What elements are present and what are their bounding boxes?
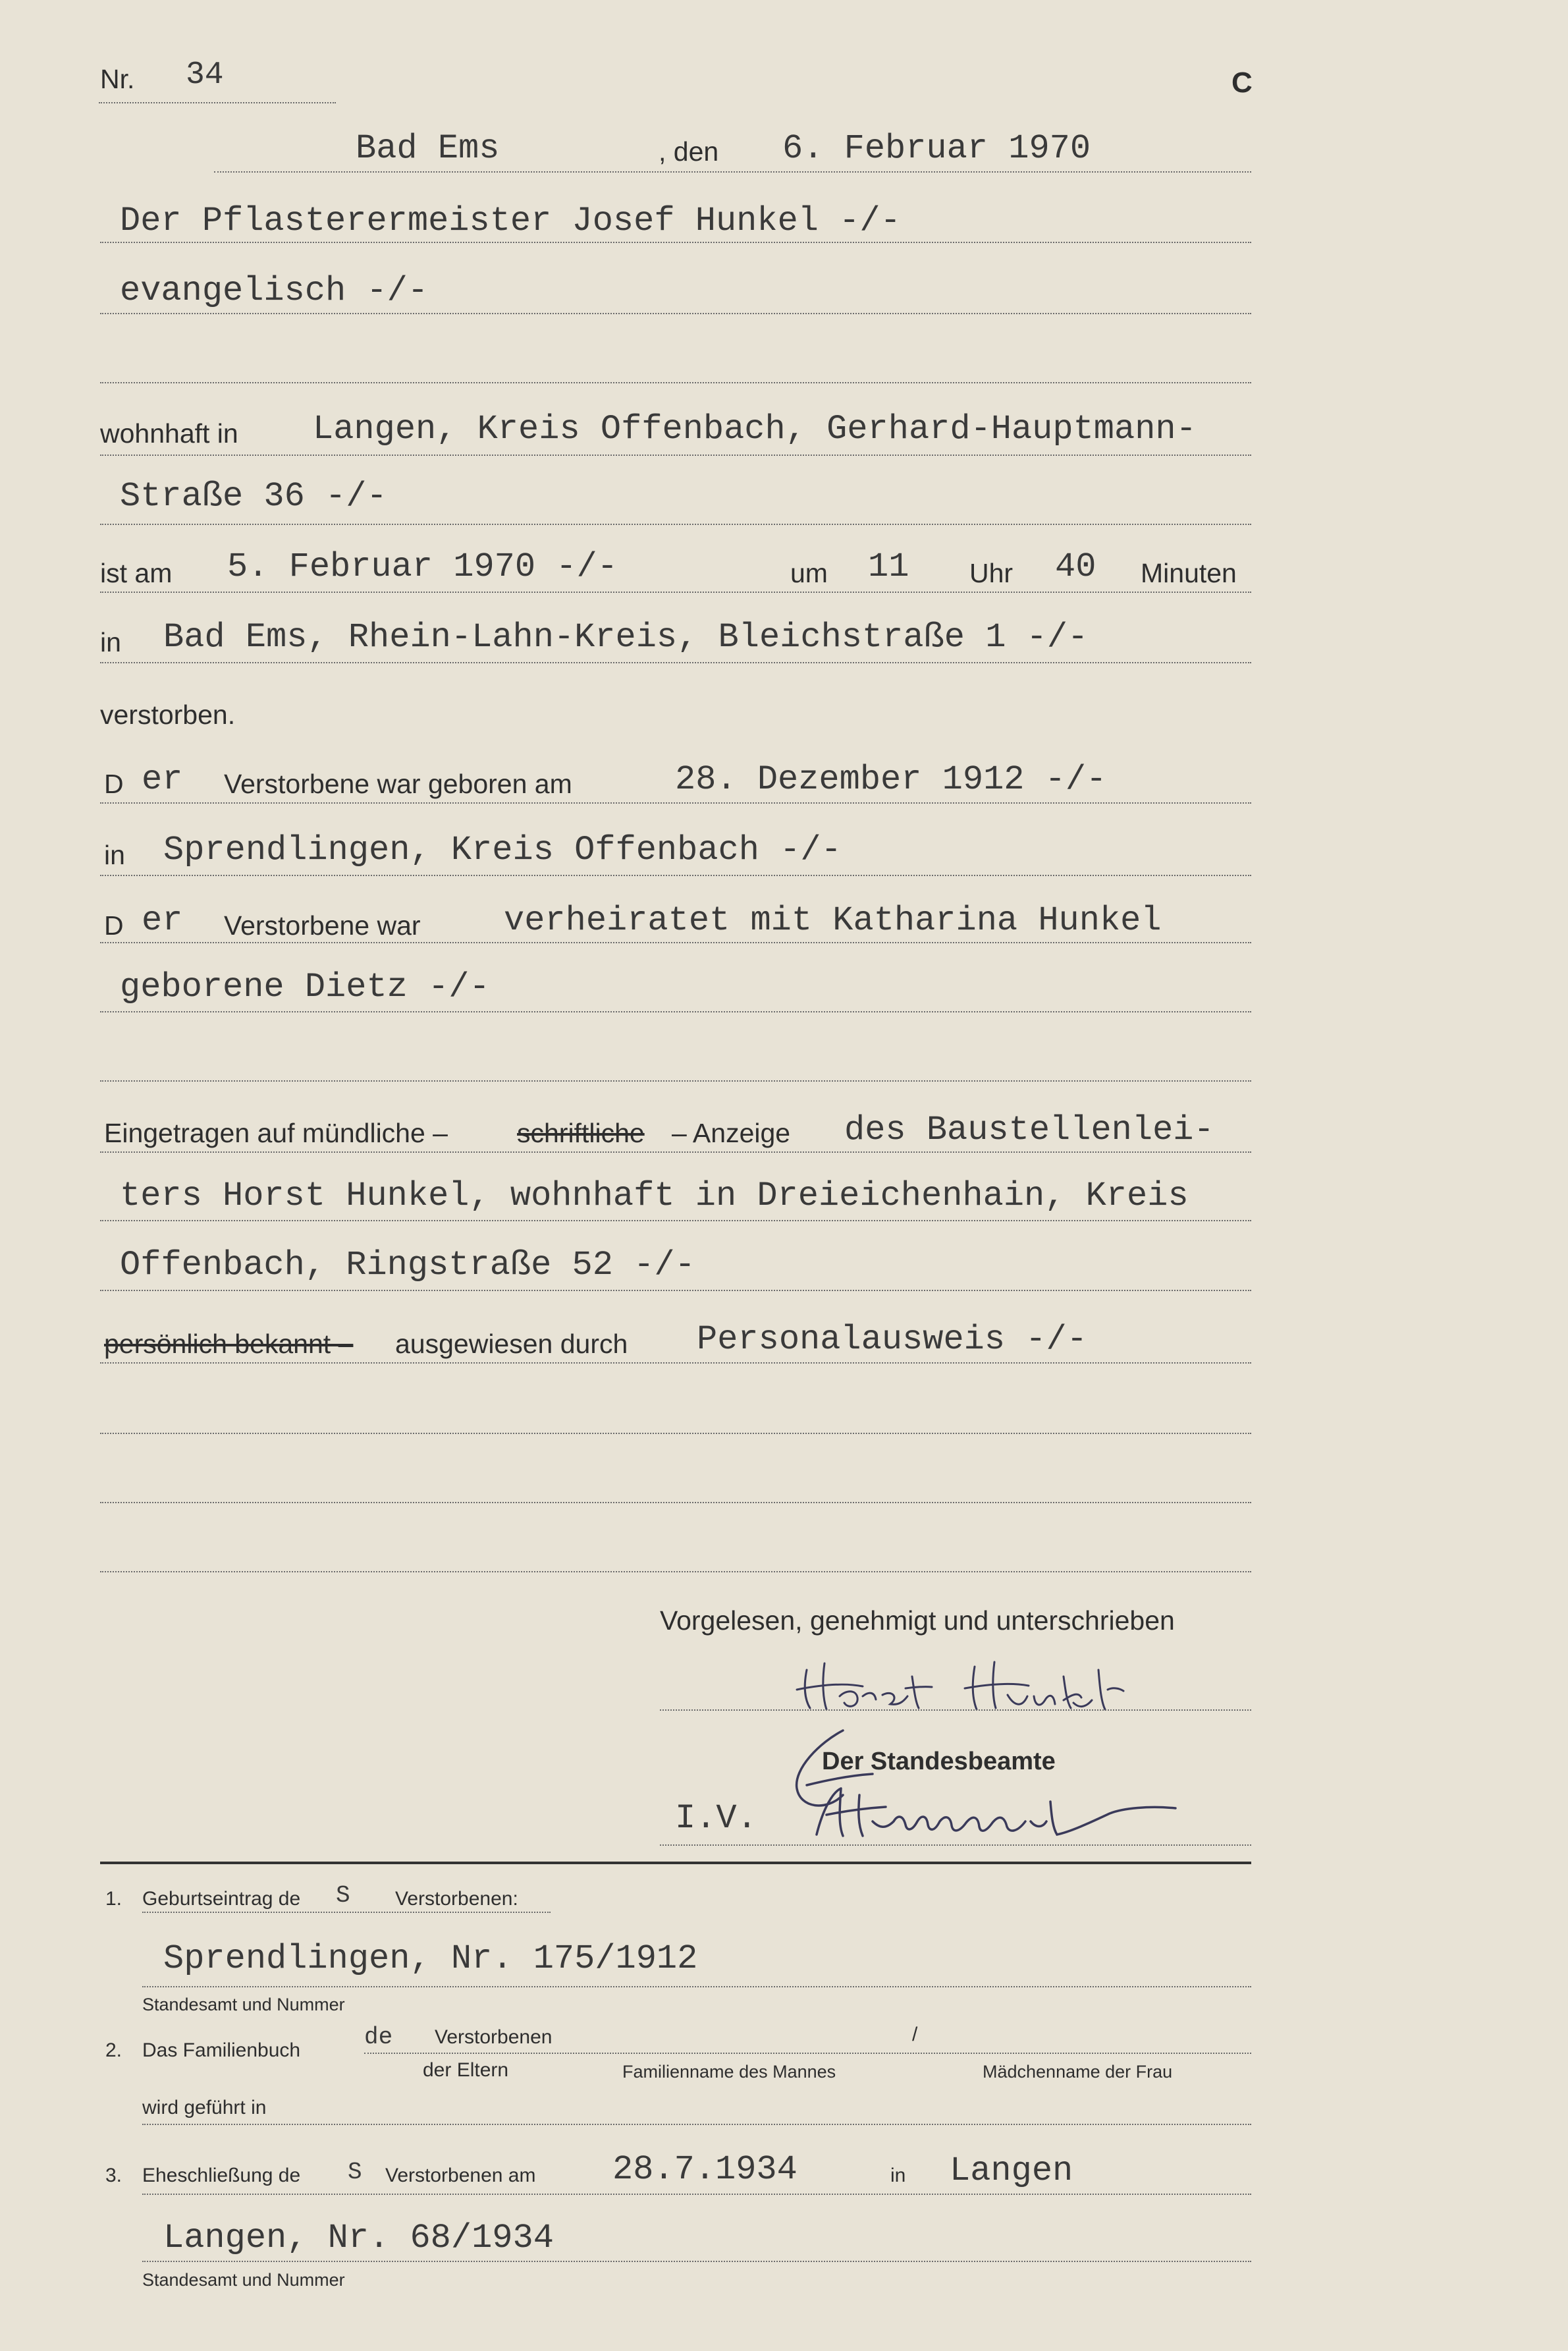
- article-typed: er: [142, 760, 183, 799]
- eingetragen-label: Eingetragen auf mündliche –: [104, 1118, 448, 1148]
- marital-status: verheiratet mit Katharina Hunkel: [504, 901, 1162, 940]
- rule: [100, 875, 1251, 876]
- familienbuch-label: Das Familienbuch: [142, 2039, 301, 2061]
- rule: [142, 1986, 1251, 1987]
- eheschliessung-s: S: [348, 2159, 362, 2186]
- familienbuch-slash: /: [912, 2024, 918, 2045]
- marriage-register-entry: Langen, Nr. 68/1934: [163, 2219, 554, 2257]
- spouse-maiden-name: geborene Dietz -/-: [120, 968, 490, 1007]
- informant-line-2: ters Horst Hunkel, wohnhaft in Dreieichenhain, Kreis: [120, 1176, 1189, 1215]
- death-hour: 11: [868, 547, 909, 586]
- anzeige-label: – Anzeige: [672, 1118, 791, 1148]
- rule: [100, 592, 1251, 593]
- record-number: 34: [186, 57, 224, 93]
- rule: [100, 1362, 1251, 1364]
- marriage-date: 28.7.1934: [612, 2150, 798, 2189]
- birth-register-entry: Sprendlingen, Nr. 175/1912: [163, 1939, 698, 1978]
- deceased-name: Der Pflasterermeister Josef Hunkel -/-: [120, 202, 901, 240]
- um-label: um: [790, 558, 828, 588]
- rule: [142, 1912, 551, 1913]
- war-label: Verstorbene war: [224, 910, 421, 941]
- rule: [100, 382, 1251, 383]
- rule: [100, 942, 1251, 943]
- ausgewiesen-label: ausgewiesen durch: [395, 1329, 628, 1359]
- rule: [100, 1290, 1251, 1291]
- familienname-caption: Familienname des Mannes: [622, 2062, 836, 2082]
- struck-persoenlich-bekannt: persönlich bekannt –: [104, 1329, 354, 1359]
- rule: [100, 524, 1251, 525]
- registry-date: 6. Februar 1970: [782, 129, 1091, 168]
- footer-number-3: 3.: [105, 2165, 122, 2186]
- section-letter: C: [1231, 67, 1253, 99]
- official-signature: [780, 1723, 1202, 1854]
- marriage-place: Langen: [950, 2151, 1073, 2190]
- rule: [142, 2194, 1251, 2195]
- den-label: , den: [659, 136, 719, 167]
- address-line-2: Straße 36 -/-: [120, 477, 387, 516]
- d-label: D: [104, 910, 124, 941]
- rule: [660, 1844, 1251, 1846]
- rule: [100, 1220, 1251, 1221]
- minuten-label: Minuten: [1141, 558, 1237, 588]
- standesamt-nummer-caption: Standesamt und Nummer: [142, 2270, 345, 2290]
- eheschliessung-label: Eheschließung de: [142, 2165, 301, 2186]
- maedchenname-caption: Mädchenname der Frau: [983, 2062, 1173, 2082]
- death-minutes: 40: [1055, 547, 1096, 586]
- ist-am-label: ist am: [100, 558, 173, 588]
- rule: [660, 1709, 1251, 1711]
- familienbuch-verstorbenen: Verstorbenen: [435, 2026, 553, 2048]
- rule: [99, 102, 336, 103]
- iv-label: I.V.: [675, 1799, 757, 1838]
- rule: [100, 1080, 1251, 1082]
- birth-date: 28. Dezember 1912 -/-: [675, 760, 1107, 799]
- rule: [100, 662, 1251, 663]
- standesbeamte-label: Der Standesbeamte: [822, 1748, 1056, 1775]
- rule: [100, 1151, 1251, 1153]
- rule: [100, 1571, 1251, 1572]
- gefuehrt-label: wird geführt in: [142, 2097, 267, 2118]
- familienbuch-de: de: [364, 2024, 393, 2051]
- geburtseintrag-verstorbenen: Verstorbenen:: [395, 1888, 518, 1910]
- rule: [100, 455, 1251, 456]
- eheschliessung-verstorbenen: Verstorbenen am: [385, 2165, 536, 2186]
- registry-place: Bad Ems: [356, 129, 500, 168]
- rule: [142, 2124, 1251, 2125]
- death-place: Bad Ems, Rhein-Lahn-Kreis, Bleichstraße 1 -/-: [163, 618, 1089, 657]
- der-eltern-label: der Eltern: [423, 2059, 509, 2081]
- in-label: in: [104, 840, 125, 870]
- geburtseintrag-s: S: [336, 1882, 350, 1909]
- rule: [142, 2261, 1251, 2262]
- footer-number-2: 2.: [105, 2039, 122, 2061]
- wohnhaft-label: wohnhaft in: [100, 418, 238, 449]
- d-label: D: [104, 769, 124, 799]
- struck-schriftliche: schriftliche: [517, 1118, 645, 1148]
- informant-line-3: Offenbach, Ringstraße 52 -/-: [120, 1246, 695, 1285]
- rule: [100, 313, 1251, 314]
- uhr-label: Uhr: [969, 558, 1014, 588]
- standesamt-nummer-caption: Standesamt und Nummer: [142, 1995, 345, 2014]
- ehe-in-label: in: [890, 2165, 906, 2186]
- informant-line-1: des Baustellenlei-: [844, 1111, 1214, 1149]
- address-line-1: Langen, Kreis Offenbach, Gerhard-Hauptmann-: [313, 410, 1197, 449]
- section-divider: [100, 1862, 1251, 1864]
- article-typed: er: [142, 901, 183, 940]
- verstorben-label: verstorben.: [100, 700, 236, 730]
- rule: [100, 1433, 1251, 1434]
- death-date: 5. Februar 1970 -/-: [227, 547, 618, 586]
- rule: [100, 802, 1251, 804]
- id-document: Personalausweis -/-: [697, 1320, 1087, 1359]
- rule: [214, 171, 1251, 173]
- in-label: in: [100, 627, 121, 657]
- rule: [364, 2053, 1251, 2054]
- religion: evangelisch -/-: [120, 271, 429, 310]
- geburtseintrag-label: Geburtseintrag de: [142, 1888, 301, 1910]
- vorgelesen-text: Vorgelesen, genehmigt und unterschrieben: [660, 1605, 1175, 1636]
- rule: [100, 1502, 1251, 1503]
- birth-place: Sprendlingen, Kreis Offenbach -/-: [163, 831, 842, 870]
- footer-number-1: 1.: [105, 1888, 122, 1910]
- geboren-label: Verstorbene war geboren am: [224, 769, 572, 799]
- nr-label: Nr.: [100, 64, 135, 94]
- rule: [100, 1011, 1251, 1012]
- rule: [100, 242, 1251, 243]
